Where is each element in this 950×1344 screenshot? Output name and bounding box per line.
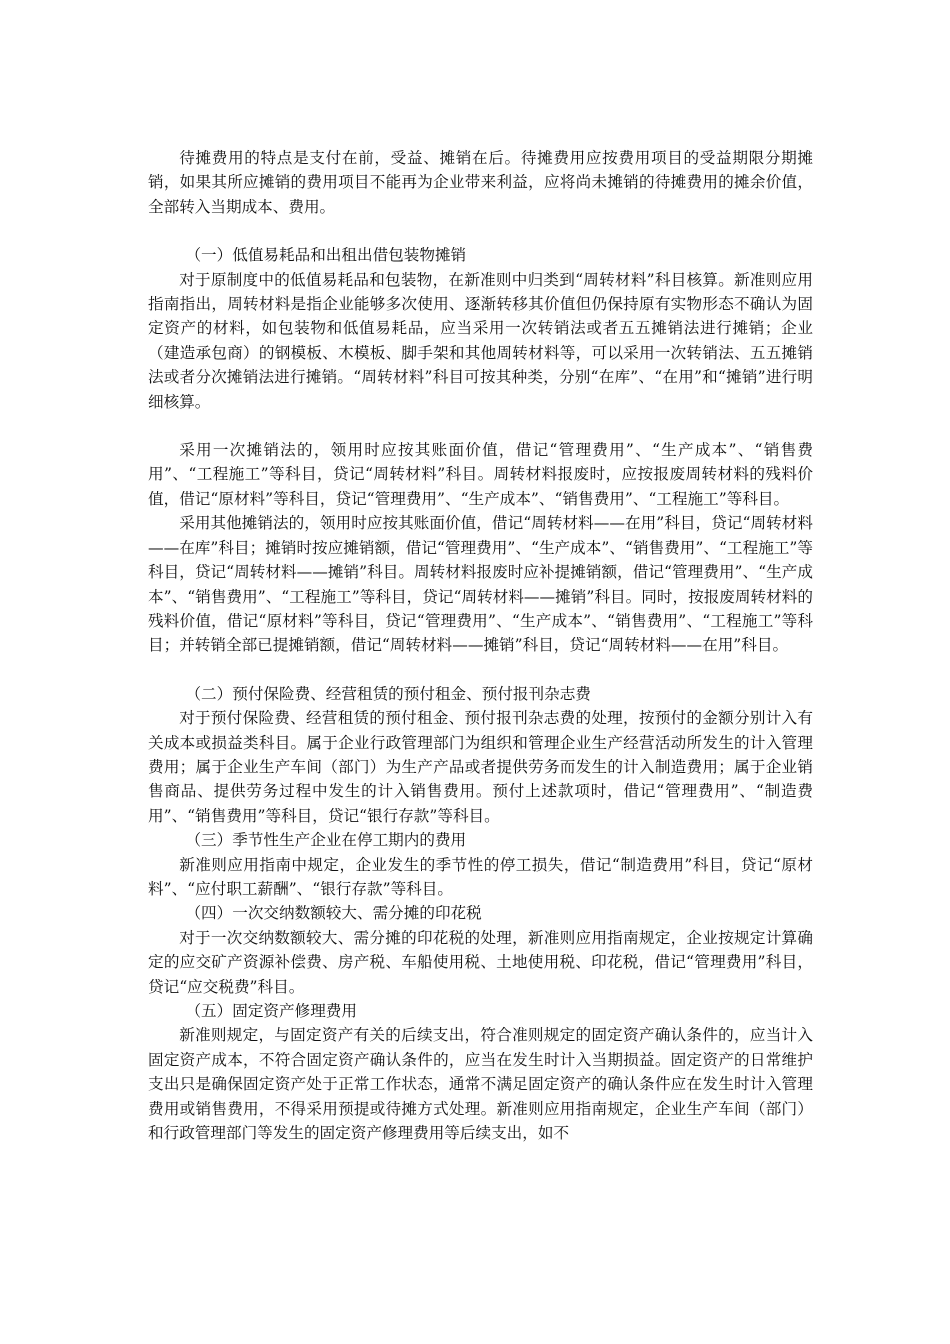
section4-paragraph-1: 对于一次交纳数额较大、需分摊的印花税的处理，新准则应用指南规定，企业按规定计算确定的应交矿产资源补偿费、房产税、车船使用税、土地使用税、印花税，借记“管理费用”科目，贷记“应交税费”科目。 xyxy=(148,928,813,996)
section2-heading: （二）预付保险费、经营租赁的预付租金、预付报刊杂志费 xyxy=(185,684,591,703)
document-page xyxy=(148,146,813,1145)
intro-paragraph: 待摊费用的特点是支付在前，受益、摊销在后。待摊费用应按费用项目的受益期限分期摊销，如果其所应摊销的费用项目不能再为企业带来利益，应将尚未摊销的待摊费用的摊余价值，全部转入当期成本、费用。 xyxy=(148,149,813,216)
section2-paragraph-1: 对于预付保险费、经营租赁的预付租金、预付报刊杂志费的处理，按预付的金额分别计入有关成本或损益类科目。属于企业行政管理部门为组织和管理企业生产经营活动所发生的计入管理费用；属于企业生产车间（部门）为生产产品或者提供劳务而发生的计入制造费用；属于企业销售商品、提供劳务过程中发生的计入销售费用。预付上述款项时，借记“管理费用”、“制造费用”、“销售费用”等科目，贷记“银行存款”等科目。 xyxy=(148,709,813,825)
spacer xyxy=(148,219,813,243)
section1-paragraph-3: 采用其他摊销法的，领用时应按其账面价值，借记“周转材料——在用”科目，贷记“周转材料——在库”科目；摊销时按应摊销额，借记“管理费用”、“生产成本”、“销售费用”、“工程施工”等科目，贷记“周转材料——摊销”科目。周转材料报废时应补提摊销额，借记“管理费用”、“生产成本”、“销售费用”、“工程施工”等科目，贷记“周转材料——摊销”科目。同时，按报废周转材料的残料价值，借记“原材料”等科目，贷记“管理费用”、“生产成本”、“销售费用”、“工程施工”等科目；并转销全部已提摊销额，借记“周转材料——摊销”科目，贷记“周转材料——在用”科目。 xyxy=(148,514,813,655)
section1-heading: （一）低值易耗品和出租出借包装物摊销 xyxy=(185,246,467,265)
section3-heading: （三）季节性生产企业在停工期内的费用 xyxy=(185,831,467,850)
spacer xyxy=(148,658,813,682)
spacer xyxy=(148,414,813,438)
section5-heading: （五）固定资产修理费用 xyxy=(185,1002,357,1020)
section4-heading: （四）一次交纳数额较大、需分摊的印花税 xyxy=(185,904,482,923)
section1-paragraph-1: 对于原制度中的低值易耗品和包装物，在新准则中归类到“周转材料”科目核算。新准则应用指南指出，周转材料是指企业能够多次使用、逐渐转移其价值但仍保持原有实物形态不确认为固定资产的材料，如包装物和低值易耗品，应当采用一次转销法或者五五摊销法进行摊销；企业（建造承包商）的钢模板、木模板、脚手架和其他周转材料等，可以采用一次转销法、五五摊销法或者分次摊销法进行摊销。“周转材料”科目可按其种类，分别“在库”、“在用”和“摊销”进行明细核算。 xyxy=(148,270,813,411)
section5-paragraph-1: 新准则规定，与固定资产有关的后续支出，符合准则规定的固定资产确认条件的，应当计入固定资产成本，不符合固定资产确认条件的，应当在发生时计入当期损益。固定资产的日常维护支出只是确保固定资产处于正常工作状态，通常不满足固定资产的确认条件应在发生时计入管理费用或销售费用，不得采用预提或待摊方式处理。新准则应用指南规定，企业生产车间（部门）和行政管理部门等发生的固定资产修理费用等后续支出，如不 xyxy=(148,1026,813,1143)
section1-paragraph-2: 采用一次摊销法的，领用时应按其账面价值，借记“管理费用”、“生产成本”、“销售费用”、“工程施工”等科目，贷记“周转材料”科目。周转材料报废时，应按报废周转材料的残料价值，借记“原材料”等科目，贷记“管理费用”、“生产成本”、“销售费用”、“工程施工”等科目。 xyxy=(148,441,813,508)
section3-paragraph-1: 新准则应用指南中规定，企业发生的季节性的停工损失，借记“制造费用”科目，贷记“原材料”、“应付职工薪酬”、“银行存款”等科目。 xyxy=(148,855,813,898)
